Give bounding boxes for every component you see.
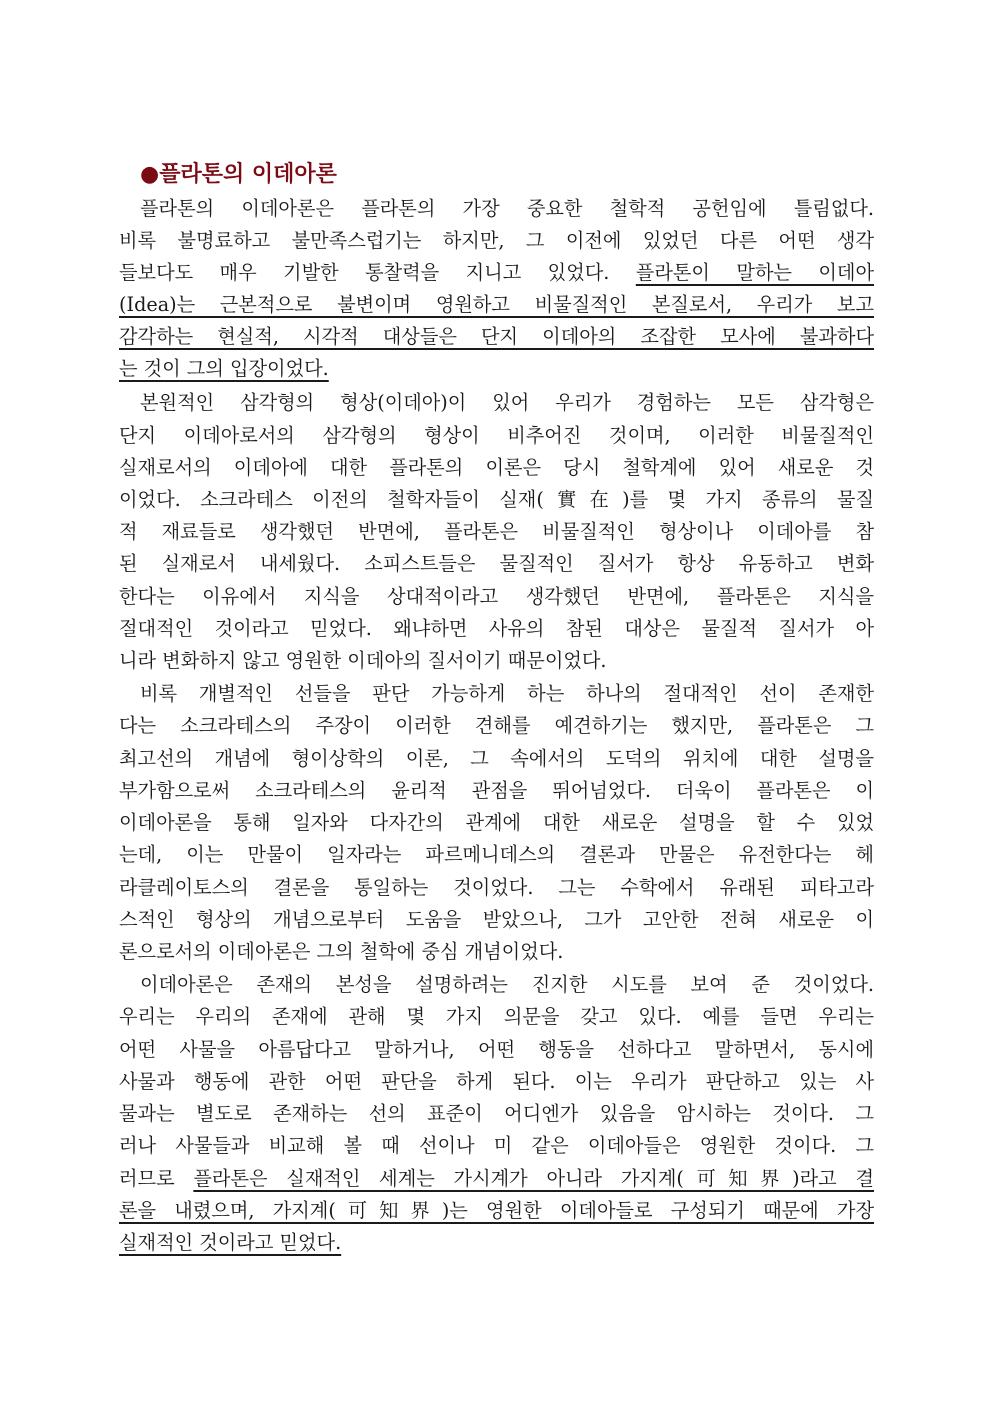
text-segment: 는데, 이는 만물이 일자라는 파르메니데스의 결론과 만물은 유전한다는 헤 (119, 843, 874, 866)
text-line (119, 744, 874, 774)
text-line (119, 711, 874, 741)
text-segment: 우리는 우리의 존재에 관해 몇 가지 의문을 갖고 있다. 예를 들면 우리는 (119, 1005, 874, 1028)
text-line (119, 808, 874, 838)
text-line (119, 258, 874, 288)
text-line (119, 549, 874, 579)
underlined-text-segment: 론을 내렸으며, 가지계(可知界)는 영원한 이데아들로 구성되기 때문에 가장 (119, 1199, 874, 1222)
text-segment: 최고선의 개념에 형이상학의 이론, 그 속에서의 도덕의 위치에 대한 설명을 (119, 747, 874, 770)
text-segment: 스적인 형상의 개념으로부터 도움을 받았으나, 그가 고안한 전혀 새로운 이 (119, 908, 874, 931)
underlined-text-segment: 플라톤이 말하는 이데아 (635, 261, 874, 284)
text-segment: 러므로 (119, 1167, 194, 1190)
text-line (119, 873, 874, 903)
underlined-text-segment: 실재적인 것이라고 믿었다. (119, 1231, 342, 1254)
underlined-text-segment: (Idea)는 근본적으로 불변이며 영원하고 비물질적인 본질로서, 우리가 보고 (119, 293, 874, 316)
underlined-text-segment: 는 것이 그의 입장이었다. (119, 357, 329, 380)
text-segment: 비록 개별적인 선들을 판단 가능하게 하는 하나의 절대적인 선이 존재한 (140, 682, 874, 705)
text-segment: 실재로서의 이데아에 대한 플라톤의 이론은 당시 철학계에 있어 새로운 것 (119, 456, 874, 479)
text-segment: 플라톤의 이데아론은 플라톤의 가장 중요한 철학적 공헌임에 틀림없다. (140, 197, 874, 220)
text-segment: 물과는 별도로 존재하는 선의 표준이 어디엔가 있음을 암시하는 것이다. 그 (119, 1102, 874, 1125)
text-segment: 들보다도 매우 기발한 통찰력을 지니고 있었다. (119, 261, 636, 284)
text-line (119, 614, 874, 644)
text-line (119, 582, 874, 612)
text-line (119, 646, 874, 676)
text-line (119, 905, 874, 935)
text-segment: 어떤 사물을 아름답다고 말하거나, 어떤 행동을 선하다고 말하면서, 동시에 (119, 1038, 874, 1061)
text-line (119, 1131, 874, 1161)
text-segment: 니라 변화하지 않고 영원한 이데아의 질서이기 때문이었다. (119, 649, 607, 672)
text-segment: 적 재료들로 생각했던 반면에, 플라톤은 비물질적인 형상이나 이데아를 참 (119, 520, 874, 543)
text-line (119, 1002, 874, 1032)
text-line (119, 226, 874, 256)
underlined-text-segment: 감각하는 현실적, 시각적 대상들은 단지 이데아의 조잡한 모사에 불과하다 (119, 325, 874, 348)
text-line (119, 1035, 874, 1065)
text-line (119, 485, 874, 515)
text-line (119, 354, 874, 384)
text-line (140, 679, 874, 709)
text-line (119, 290, 874, 320)
text-line (119, 322, 874, 352)
text-segment: 이었다. 소크라테스 이전의 철학자들이 실재(實在)를 몇 가지 종류의 물질 (119, 488, 874, 511)
text-line (119, 840, 874, 870)
text-line (119, 1099, 874, 1129)
text-line (119, 1164, 874, 1194)
text-line (119, 517, 874, 547)
text-segment: 비록 불명료하고 불만족스럽기는 하지만, 그 이전에 있었던 다른 어떤 생각 (119, 229, 874, 252)
text-line (119, 776, 874, 806)
text-line (140, 194, 874, 224)
text-segment: 러나 사물들과 비교해 볼 때 선이나 미 같은 이데아들은 영원한 것이다. 그 (119, 1134, 874, 1157)
text-segment: 라클레이토스의 결론을 통일하는 것이었다. 그는 수학에서 유래된 피타고라 (119, 876, 874, 899)
section-title: ●플라톤의 이데아론 (140, 162, 337, 187)
text-segment: 다는 소크라테스의 주장이 이러한 견해를 예견하기는 했지만, 플라톤은 그 (119, 714, 874, 737)
text-line (119, 453, 874, 483)
text-line (119, 1196, 874, 1226)
text-segment: 론으로서의 이데아론은 그의 철학에 중심 개념이었다. (119, 940, 564, 963)
underlined-text-segment: 플라톤은 실재적인 세계는 가시계가 아니라 가지계(可知界)라고 결 (193, 1167, 874, 1190)
text-line (119, 937, 874, 967)
text-segment: 이데아론을 통해 일자와 다자간의 관계에 대한 새로운 설명을 할 수 있었 (119, 811, 874, 834)
text-segment: 단지 이데아로서의 삼각형의 형상이 비추어진 것이며, 이러한 비물질적인 (119, 424, 874, 447)
text-segment: 된 실재로서 내세웠다. 소피스트들은 물질적인 질서가 항상 유동하고 변화 (119, 552, 874, 575)
text-segment: 본원적인 삼각형의 형상(이데아)이 있어 우리가 경험하는 모든 삼각형은 (140, 391, 874, 414)
text-segment: 사물과 행동에 관한 어떤 판단을 하게 된다. 이는 우리가 판단하고 있는 사 (119, 1070, 874, 1093)
text-line (119, 421, 874, 451)
text-line (140, 388, 874, 418)
text-segment: 부가함으로써 소크라테스의 윤리적 관점을 뛰어넘었다. 더욱이 플라톤은 이 (119, 779, 874, 802)
text-line (140, 970, 874, 1000)
text-segment: 한다는 이유에서 지식을 상대적이라고 생각했던 반면에, 플라톤은 지식을 (119, 585, 874, 608)
text-line (119, 1228, 874, 1258)
text-segment: 이데아론은 존재의 본성을 설명하려는 진지한 시도를 보여 준 것이었다. (140, 973, 874, 996)
text-line (119, 1067, 874, 1097)
text-segment: 절대적인 것이라고 믿었다. 왜냐하면 사유의 참된 대상은 물질적 질서가 아 (119, 617, 874, 640)
